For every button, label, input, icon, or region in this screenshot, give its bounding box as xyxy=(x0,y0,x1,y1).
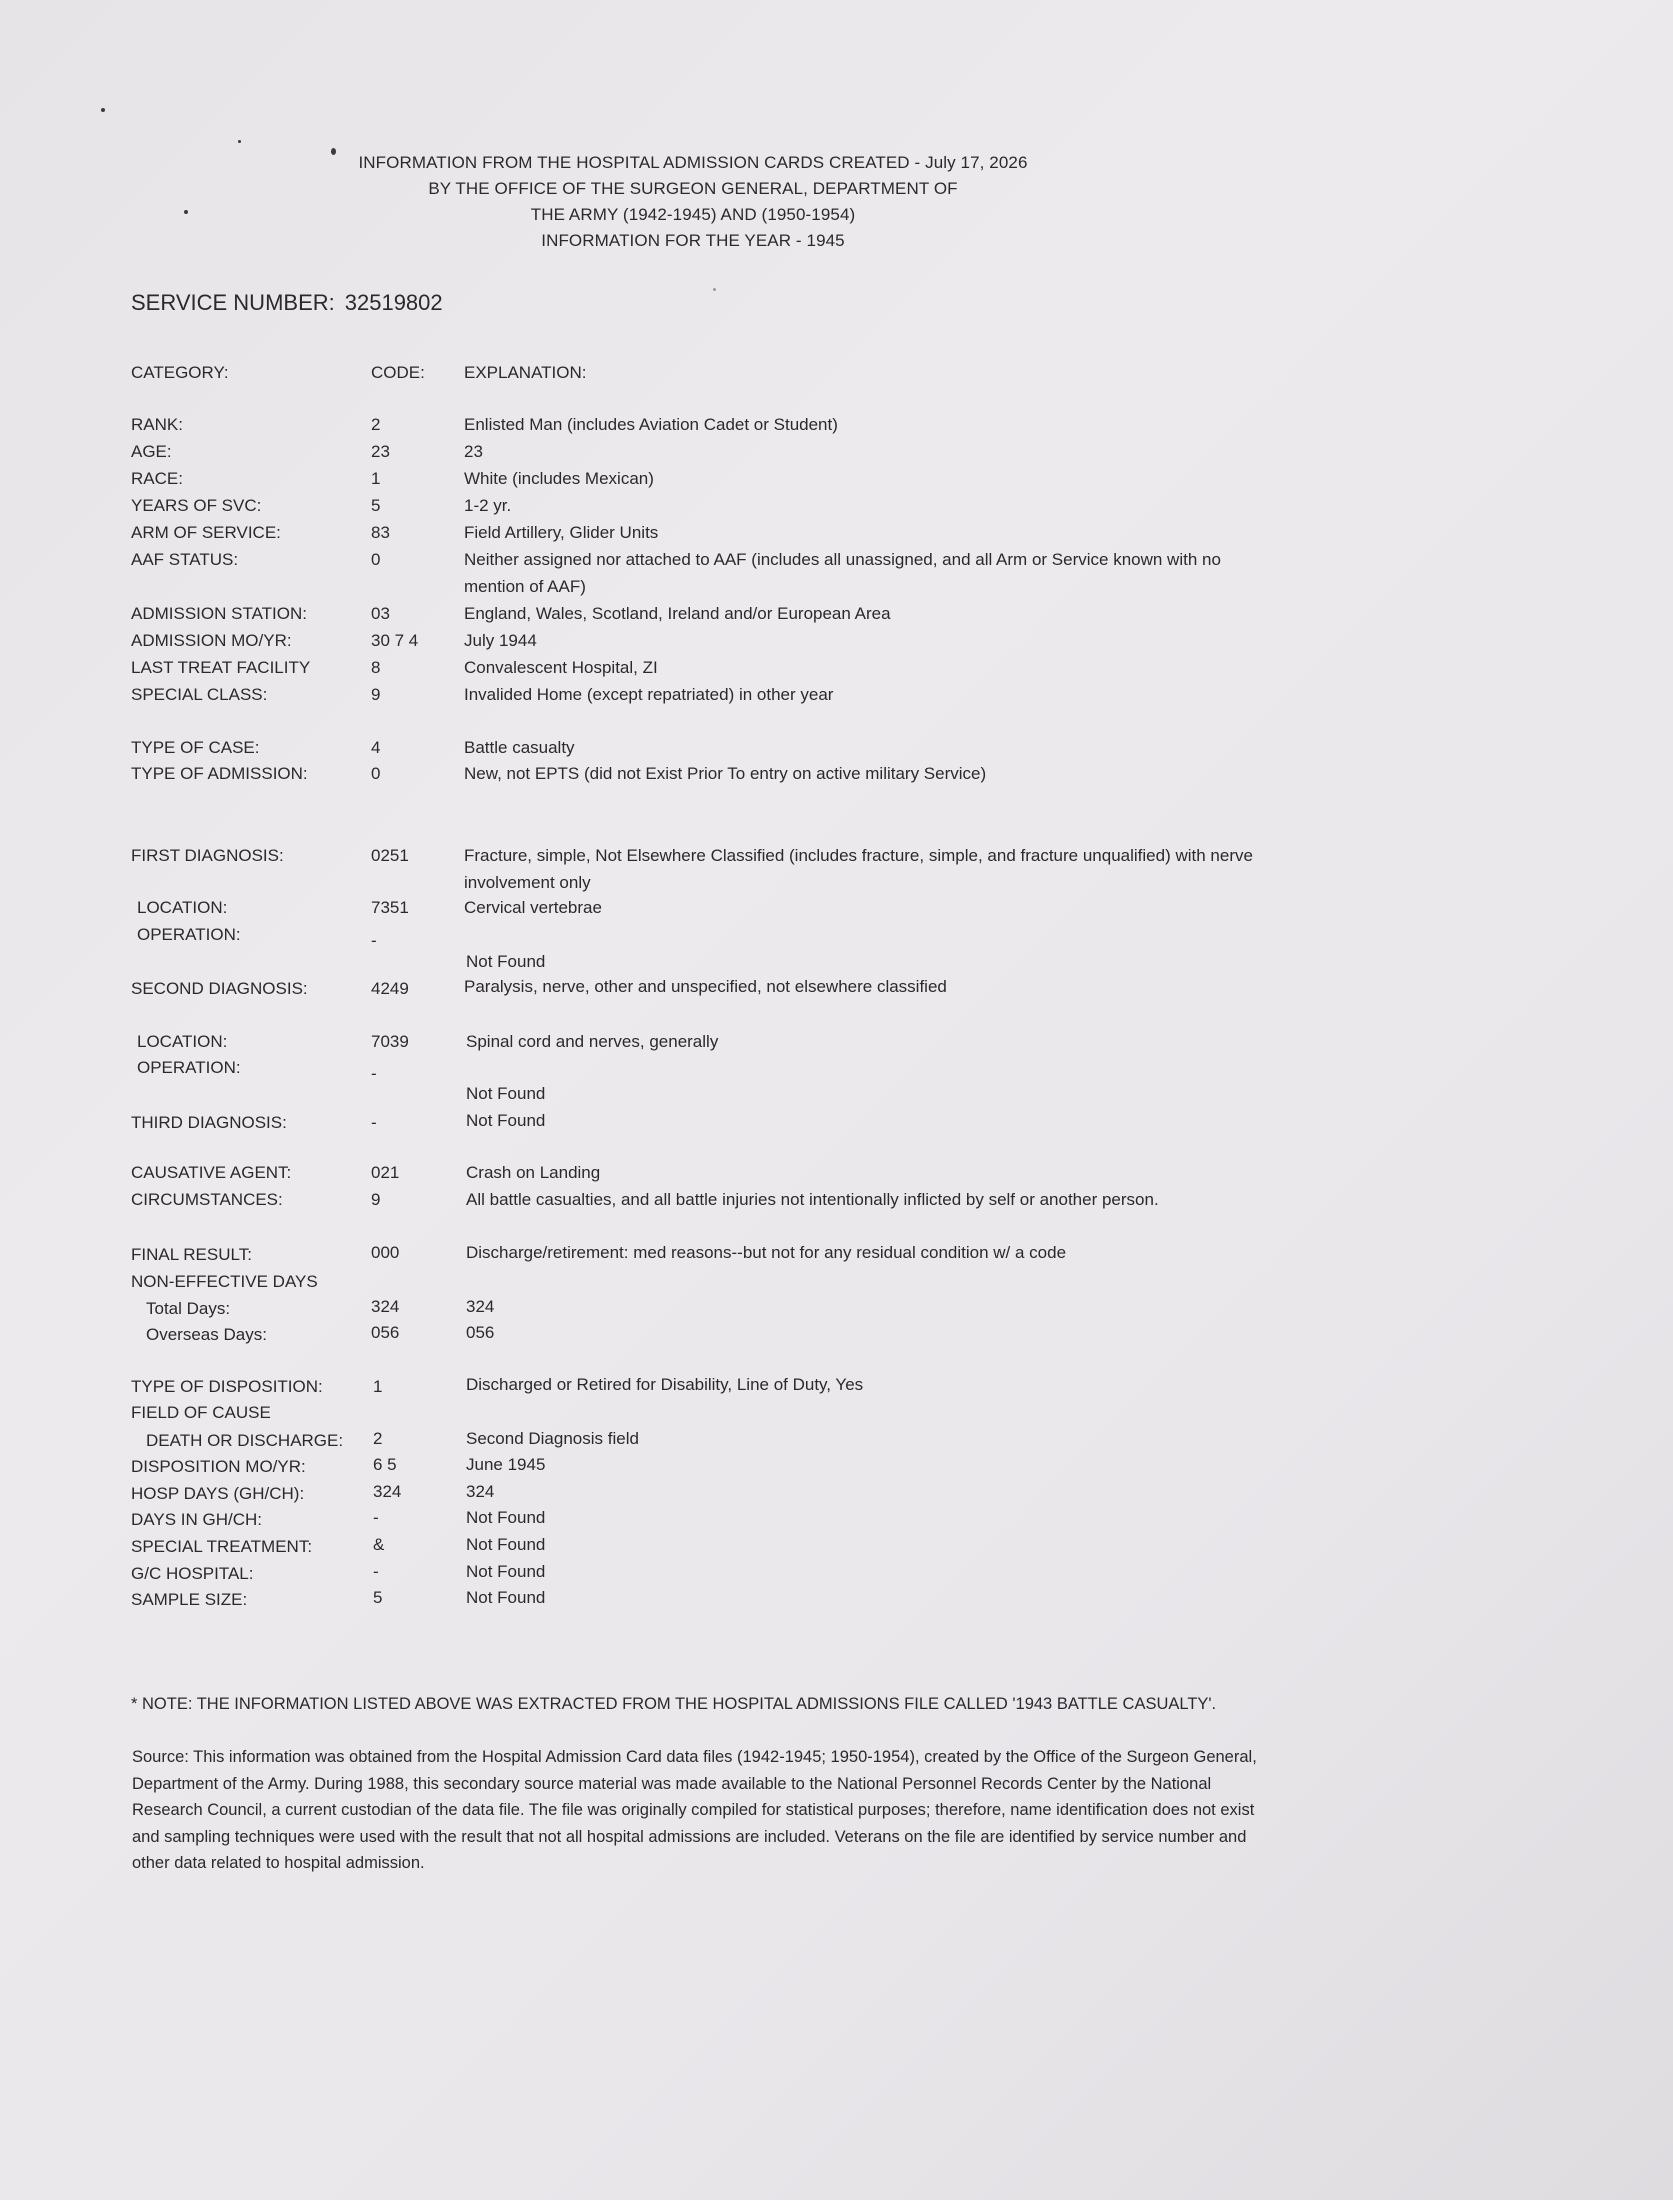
row-explanation: Invalided Home (except repatriated) in other year xyxy=(464,685,834,704)
row-code: - xyxy=(371,1064,377,1083)
row-code: 0251 xyxy=(371,846,409,865)
row-code: 0 xyxy=(371,764,381,783)
row-code: 7351 xyxy=(371,898,409,917)
paper-speck xyxy=(331,148,336,155)
row-explanation: New, not EPTS (did not Exist Prior To entry on active military Service) xyxy=(464,764,987,783)
row-category: SECOND DIAGNOSIS: xyxy=(131,979,308,998)
row-code: 9 xyxy=(371,685,381,704)
row-code: 7039 xyxy=(371,1032,409,1051)
row-explanation: Not Found xyxy=(466,1535,546,1554)
row-code: 5 xyxy=(371,496,381,515)
row-code: - xyxy=(371,1113,377,1132)
row-explanation: Convalescent Hospital, ZI xyxy=(464,658,658,677)
row-category: CAUSATIVE AGENT: xyxy=(131,1163,292,1182)
row-code: 23 xyxy=(371,442,390,461)
row-explanation: 23 xyxy=(464,442,483,461)
row-category: FIELD OF CAUSE xyxy=(131,1403,271,1422)
row-explanation: Battle casualty xyxy=(464,738,575,757)
row-category: Overseas Days: xyxy=(146,1325,267,1344)
row-code: 1 xyxy=(371,469,381,488)
row-category: ARM OF SERVICE: xyxy=(131,523,281,542)
row-category: RANK: xyxy=(131,415,183,434)
row-category: TYPE OF ADMISSION: xyxy=(131,764,308,783)
row-explanation: Cervical vertebrae xyxy=(464,898,602,917)
row-code: 5 xyxy=(373,1588,383,1607)
row-code: - xyxy=(373,1508,379,1527)
row-category: TYPE OF CASE: xyxy=(131,738,260,757)
row-explanation: 324 xyxy=(466,1297,495,1316)
header-line: THE ARMY (1942-1945) AND (1950-1954) xyxy=(530,205,856,224)
header-line: BY THE OFFICE OF THE SURGEON GENERAL, DEPARTMENT OF xyxy=(428,179,958,198)
row-category: AAF STATUS: xyxy=(131,550,239,569)
row-category: ADMISSION MO/YR: xyxy=(131,631,292,650)
row-code: 2 xyxy=(371,415,381,434)
row-category: SAMPLE SIZE: xyxy=(131,1590,248,1609)
row-code: - xyxy=(373,1562,379,1581)
paper-speck xyxy=(713,288,716,291)
service-number-label: SERVICE NUMBER: xyxy=(131,290,335,315)
header-line: INFORMATION FOR THE YEAR - 1945 xyxy=(541,231,845,250)
row-category: DEATH OR DISCHARGE: xyxy=(146,1431,344,1450)
extraction-note: * NOTE: THE INFORMATION LISTED ABOVE WAS EXTRACTED FROM THE HOSPITAL ADMISSIONS FILE CALLED '1943 BATTLE CASUALTY'. xyxy=(131,1695,1217,1713)
row-explanation: Crash on Landing xyxy=(466,1163,601,1182)
row-code: 03 xyxy=(371,604,390,623)
document-header xyxy=(340,150,1046,254)
row-explanation: All battle casualties, and all battle injuries not intentionally inflicted by self or another person. xyxy=(466,1190,1159,1209)
row-explanation: 324 xyxy=(466,1482,495,1501)
row-explanation: White (includes Mexican) xyxy=(464,469,654,488)
row-code: 324 xyxy=(371,1297,400,1316)
row-explanation: Second Diagnosis field xyxy=(466,1429,639,1448)
row-category: YEARS OF SVC: xyxy=(131,496,262,515)
row-category: HOSP DAYS (GH/CH): xyxy=(131,1484,305,1503)
row-code: 9 xyxy=(371,1190,381,1209)
row-code: 83 xyxy=(371,523,390,542)
row-explanation: Neither assigned nor attached to AAF (includes all unassigned, and all Arm or Service known with no mention of AAF) xyxy=(464,550,1221,596)
row-category: OPERATION: xyxy=(137,1058,241,1077)
row-explanation: Enlisted Man (includes Aviation Cadet or Student) xyxy=(464,415,838,434)
row-category: LOCATION: xyxy=(137,898,228,917)
row-code: 4249 xyxy=(371,979,409,998)
row-code: 2 xyxy=(373,1429,383,1448)
row-category: NON-EFFECTIVE DAYS xyxy=(131,1272,318,1291)
row-code: - xyxy=(371,931,377,950)
paper-speck xyxy=(101,108,105,112)
row-category: DAYS IN GH/CH: xyxy=(131,1510,262,1529)
row-category: LOCATION: xyxy=(137,1032,228,1051)
column-header-category: CATEGORY: xyxy=(131,363,229,382)
row-code: 000 xyxy=(371,1243,400,1262)
header-line: INFORMATION FROM THE HOSPITAL ADMISSION CARDS CREATED - July 17, 2026 xyxy=(358,153,1028,172)
row-category: SPECIAL TREATMENT: xyxy=(131,1537,313,1556)
row-explanation: 1-2 yr. xyxy=(464,496,512,515)
row-explanation: Not Found xyxy=(466,952,546,971)
row-explanation: Not Found xyxy=(466,1562,546,1581)
row-category: DISPOSITION MO/YR: xyxy=(131,1457,306,1476)
row-explanation: Spinal cord and nerves, generally xyxy=(466,1032,719,1051)
row-category: FIRST DIAGNOSIS: xyxy=(131,846,284,865)
service-number-value: 32519802 xyxy=(344,290,443,315)
row-explanation: Fracture, simple, Not Elsewhere Classified (includes fracture, simple, and fracture unqualified) with nerve involvement only xyxy=(464,846,1253,892)
paper-speck xyxy=(238,140,241,143)
column-header-explanation: EXPLANATION: xyxy=(464,363,587,382)
row-explanation: Not Found xyxy=(466,1084,546,1103)
row-explanation: Not Found xyxy=(466,1508,546,1527)
row-code: 056 xyxy=(371,1323,400,1342)
row-code: 021 xyxy=(371,1163,400,1182)
row-explanation: England, Wales, Scotland, Ireland and/or European Area xyxy=(464,604,891,623)
row-code: 8 xyxy=(371,658,381,677)
row-category: TYPE OF DISPOSITION: xyxy=(131,1377,323,1396)
row-code: & xyxy=(373,1535,385,1554)
row-explanation: Field Artillery, Glider Units xyxy=(464,523,659,542)
row-explanation: Not Found xyxy=(466,1588,546,1607)
row-code: 4 xyxy=(371,738,381,757)
column-header-code: CODE: xyxy=(371,363,425,382)
row-explanation: Discharged or Retired for Disability, Line of Duty, Yes xyxy=(466,1375,864,1394)
source-paragraph: Source: This information was obtained from the Hospital Admission Card data files (1942-1945; 1950-1954), created by the Office of the Surgeon General, Department of the Army. During 1988, this secondary source material was made available to the National Personnel Records Center by the National Research Council, a current custodian of the data file. The file was originally compiled for statistical purposes; therefore, name identification does not exist and sampling techniques were used with the result that not all hospital admissions are included. Veterans on the file are identified by service number and other data related to hospital admission. xyxy=(132,1748,1257,1872)
row-explanation: Discharge/retirement: med reasons--but not for any residual condition w/ a code xyxy=(466,1243,1067,1262)
row-explanation: June 1945 xyxy=(466,1455,546,1474)
row-category: CIRCUMSTANCES: xyxy=(131,1190,283,1209)
row-category: ADMISSION STATION: xyxy=(131,604,307,623)
row-explanation: Not Found xyxy=(466,1111,546,1130)
row-code: 6 5 xyxy=(373,1455,397,1474)
row-category: G/C HOSPITAL: xyxy=(131,1564,254,1583)
row-category: Total Days: xyxy=(146,1299,231,1318)
row-category: SPECIAL CLASS: xyxy=(131,685,268,704)
row-code: 30 7 4 xyxy=(371,631,419,650)
row-category: LAST TREAT FACILITY xyxy=(131,658,311,677)
row-code: 324 xyxy=(373,1482,402,1501)
paper-speck xyxy=(184,210,188,214)
service-number-line xyxy=(131,290,443,316)
row-explanation: 056 xyxy=(466,1323,495,1342)
row-code: 0 xyxy=(371,550,381,569)
row-category: THIRD DIAGNOSIS: xyxy=(131,1113,287,1132)
row-category: FINAL RESULT: xyxy=(131,1245,252,1264)
row-category: OPERATION: xyxy=(137,925,241,944)
row-explanation: July 1944 xyxy=(464,631,537,650)
row-code: 1 xyxy=(373,1377,383,1396)
row-explanation: Paralysis, nerve, other and unspecified, not elsewhere classified xyxy=(464,977,947,996)
row-category: RACE: xyxy=(131,469,183,488)
row-category: AGE: xyxy=(131,442,172,461)
